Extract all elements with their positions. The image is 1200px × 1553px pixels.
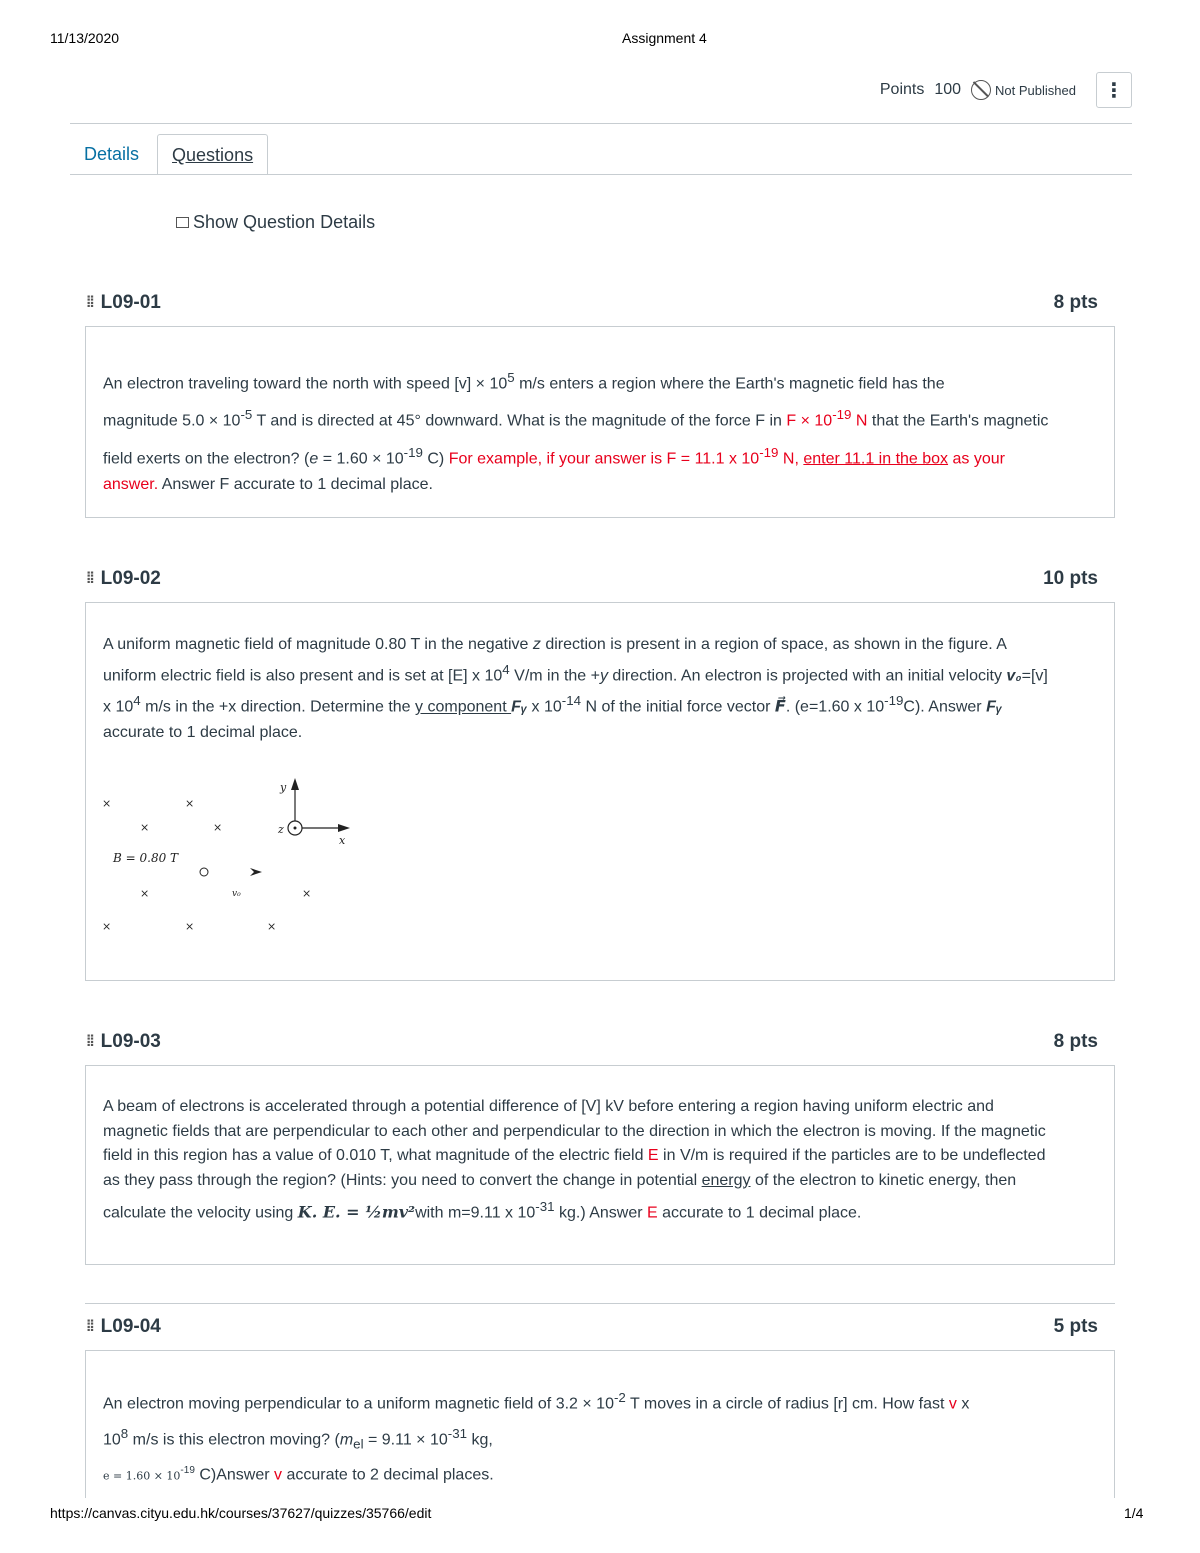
x-axis-label: x xyxy=(339,834,346,847)
question-text: A beam of electrons is accelerated through a potential difference of [V] kV before entering a region having uniform electric and magnetic fields that are perpendicular to each other and perpendicular to the direction in which the electron is moving. If the magnetic field in this region has a value of 0.010 T, what magnitude of the electric field E in V/m is required if the particles are to be undeflected as they pass through the region? (Hints: you need to convert the change in potential energy of the electron to kinetic energy, then calculate the velocity using K. E. = ½mv²with m=9.11 x $10^{-31}$ kg.) Answer E accurate to 1 decimal place. xyxy=(103,1098,1046,1222)
field-cross-mark: × xyxy=(267,920,277,933)
field-cross-mark: × xyxy=(102,920,112,933)
tab-details[interactable]: Details xyxy=(84,144,140,164)
question-points: 10 pts xyxy=(1043,568,1098,589)
drag-handle-icon[interactable]: ⁞⁞ xyxy=(86,1318,93,1335)
tabs-divider xyxy=(70,174,1132,175)
publish-status[interactable] xyxy=(971,80,1076,100)
points-value: 100 xyxy=(934,81,962,98)
y-axis-arrow-icon xyxy=(291,778,299,790)
z-axis-label: z xyxy=(278,823,284,836)
question-text: An electron moving perpendicular to a uniform magnetic field of $3.2 \times 10^{-2}$ T moves in a circle of radius [r] cm. How fast v x $10^8$ m/s is this electron moving? ($m_{el} = 9.11 \times 10^{-31}$ kg, $e = 1.60 \times 10^{-19}$ C)Answer v accurate to 2 decimal places. xyxy=(103,1390,970,1484)
y-axis-label: y xyxy=(280,781,287,794)
question-header xyxy=(86,1316,1116,1338)
velocity-arrow-icon xyxy=(250,868,262,876)
publish-status-label: Not Published xyxy=(995,82,1076,98)
x-axis-arrow-icon xyxy=(338,824,350,832)
field-cross-mark: × xyxy=(213,821,223,834)
drag-handle-icon[interactable]: ⁞⁞ xyxy=(86,1033,93,1050)
print-page-number: 1/4 xyxy=(1124,1505,1144,1521)
topbar-divider xyxy=(70,123,1132,124)
question-header xyxy=(86,1031,1116,1053)
more-options-button[interactable]: ⋮ xyxy=(1096,72,1132,108)
field-cross-mark: × xyxy=(185,797,195,810)
show-details-checkbox[interactable] xyxy=(176,217,189,228)
field-cross-mark: × xyxy=(140,821,150,834)
show-question-details[interactable] xyxy=(176,212,375,233)
points-label: Points xyxy=(879,81,925,98)
field-cross-mark: × xyxy=(185,920,195,933)
electron xyxy=(200,868,208,876)
field-cross-mark: × xyxy=(140,887,150,900)
print-title: Assignment 4 xyxy=(622,30,707,46)
field-cross-mark: × xyxy=(102,797,112,810)
show-details-label: Show Question Details xyxy=(193,212,376,232)
question-header xyxy=(86,292,1116,314)
question-name: L09-02 xyxy=(100,568,161,589)
field-label: B = 0.80 T xyxy=(113,851,179,865)
drag-handle-icon[interactable]: ⁞⁞ xyxy=(86,570,93,587)
magnetic-field-figure xyxy=(95,770,365,950)
question-points: 8 pts xyxy=(1053,1031,1098,1052)
question-name: L09-03 xyxy=(100,1031,161,1052)
question-name: L09-01 xyxy=(100,292,161,313)
print-date: 11/13/2020 xyxy=(50,30,120,46)
question-points: 8 pts xyxy=(1053,292,1098,313)
quiz-tabs xyxy=(70,134,268,175)
tab-questions[interactable]: Questions xyxy=(157,134,268,175)
question-text: A uniform magnetic field of magnitude 0.80 T in the negative z direction is present in a region of space, as shown in the figure. A uniform electric field is also present and is set at [E] x $10^4$ V/m in the +y direction. An electron is projected with an initial velocity v₀=[v] x $10^4$ m/s in the +x direction. Determine the y component Fᵧ x $10^{-14}$ N of the initial force vector F⃗. (e=1.60 x $10^{-19}C$). Answer Fᵧ accurate to 1 decimal place. xyxy=(103,636,1048,741)
question-top-divider xyxy=(85,1303,1115,1304)
print-url: https://canvas.cityu.edu.hk/courses/37627/quizzes/35766/edit xyxy=(50,1505,432,1521)
question-name: L09-04 xyxy=(100,1316,161,1337)
field-cross-mark: × xyxy=(302,887,312,900)
question-text: An electron traveling toward the north with speed $[v] \times 10^5$ m/s enters a region where the Earth's magnetic field has the magnitude $5.0 \times 10^{-5}$ T and is directed at 45° downward. What is the magnitude of the force F in $F \times 10^{-19}$ N that the Earth's magnetic field exerts on the electron? ($e = 1.60 \times 10^{-19}$ C) For example, if your answer is F = 11.1 x $10^{-19}$ N, enter 11.1 in the box as your answer. Answer F accurate to 1 decimal place. xyxy=(103,370,1049,493)
velocity-label: v₀ xyxy=(232,889,241,899)
question-points: 5 pts xyxy=(1053,1316,1098,1337)
drag-handle-icon[interactable]: ⁞⁞ xyxy=(86,294,93,311)
quiz-topbar xyxy=(880,72,1132,108)
unpublished-icon xyxy=(971,80,991,100)
question-header xyxy=(86,568,1116,590)
